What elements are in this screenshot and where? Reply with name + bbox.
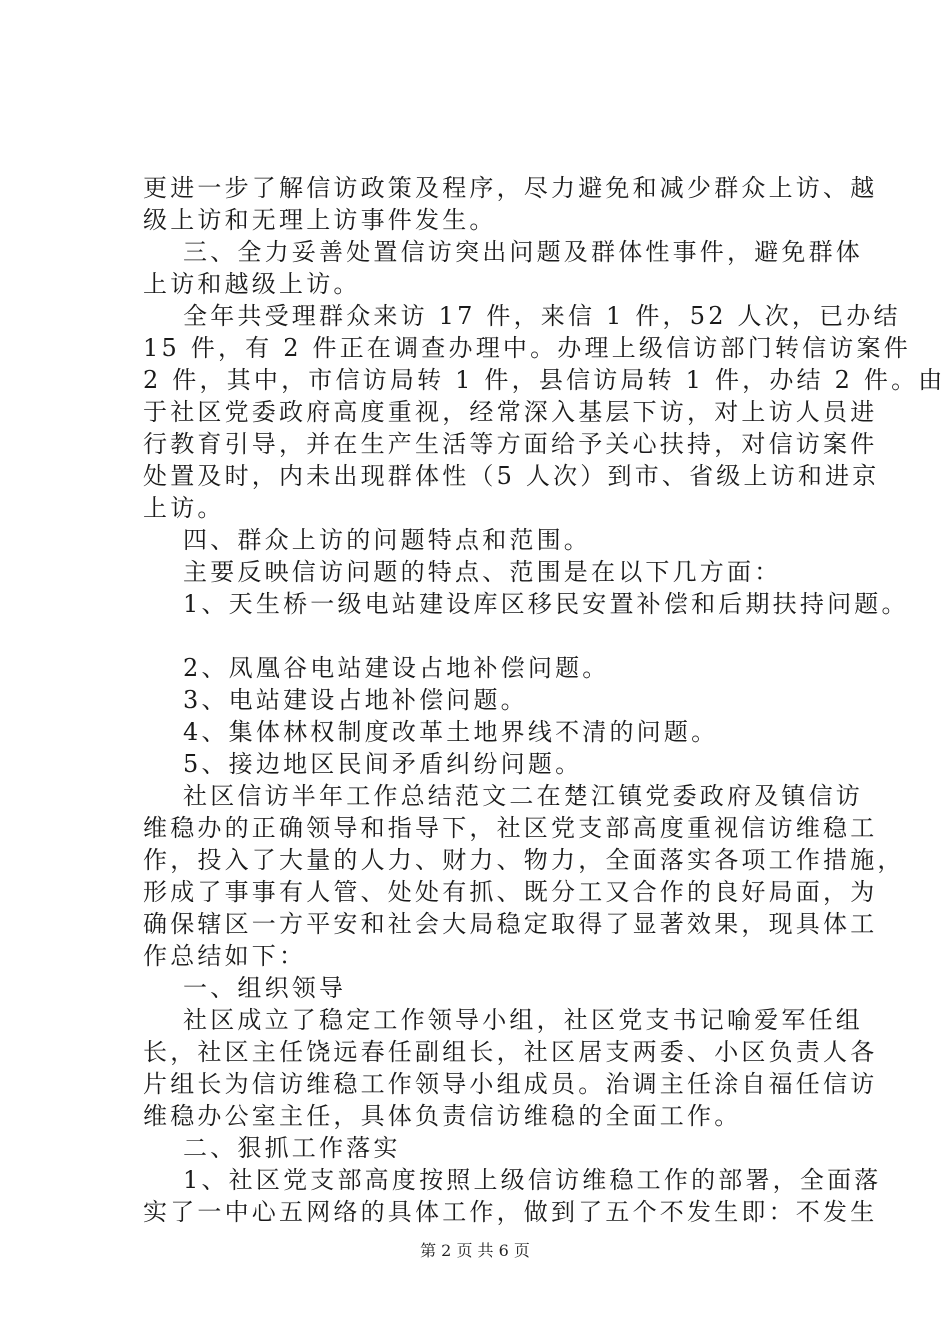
body-text <box>143 172 946 1228</box>
text-line: 长，社区主任饶远春任副组长，社区居支两委、小区负责人各 <box>143 1038 878 1066</box>
list-item: 3、电站建设占地补偿问题。 <box>183 686 528 714</box>
section-heading: 四、群众上访的问题特点和范围。 <box>183 526 591 554</box>
text-line: 片组长为信访维稳工作领导小组成员。治调主任涂自福任信访 <box>143 1070 878 1098</box>
text-line: 确保辖区一方平安和社会大局稳定取得了显著效果，现具体工 <box>143 910 878 938</box>
text-line: 处置及时，内未出现群体性（5 人次）到市、省级上访和进京 <box>143 462 880 490</box>
text-line: 社区成立了稳定工作领导小组，社区党支书记喻爱军任组 <box>183 1006 863 1034</box>
text-line: 形成了事事有人管、处处有抓、既分工又合作的良好局面，为 <box>143 878 878 906</box>
list-item: 2、凤凰谷电站建设占地补偿问题。 <box>183 654 610 682</box>
blank-line <box>143 620 838 652</box>
text-line: 上访和越级上访。 <box>143 270 361 298</box>
text-line: 级上访和无理上访事件发生。 <box>143 206 497 234</box>
text-line: 15 件，有 2 件正在调查办理中。办理上级信访部门转信访案件 <box>143 334 911 362</box>
text-line: 主要反映信访问题的特点、范围是在以下几方面： <box>183 558 782 586</box>
text-line: 2 件，其中，市信访局转 1 件，县信访局转 1 件，办结 2 件。由 <box>143 366 946 394</box>
section-heading: 一、组织领导 <box>183 974 347 1002</box>
text-line: 全年共受理群众来访 17 件，来信 1 件，52 人次，已办结 <box>183 302 901 330</box>
text-line: 社区信访半年工作总结范文二在楚江镇党委政府及镇信访 <box>183 782 863 810</box>
list-item: 5、接边地区民间矛盾纠纷问题。 <box>183 750 583 778</box>
text-line: 维稳办公室主任，具体负责信访维稳的全面工作。 <box>143 1102 742 1130</box>
text-line: 作，投入了大量的人力、财力、物力，全面落实各项工作措施， <box>143 846 905 874</box>
text-line: 于社区党委政府高度重视，经常深入基层下访，对上访人员进 <box>143 398 878 426</box>
text-line: 行教育引导，并在生产生活等方面给予关心扶持，对信访案件 <box>143 430 878 458</box>
section-heading: 三、全力妥善处置信访突出问题及群体性事件，避免群体 <box>183 238 863 266</box>
list-item: 1、天生桥一级电站建设库区移民安置补偿和后期扶持问题。 <box>183 590 909 618</box>
list-item: 4、集体林权制度改革土地界线不清的问题。 <box>183 718 719 746</box>
text-line: 更进一步了解信访政策及程序，尽力避免和减少群众上访、越 <box>143 174 878 202</box>
text-line: 1、社区党支部高度按照上级信访维稳工作的部署，全面落 <box>183 1166 882 1194</box>
page-number-footer: 第 2 页 共 6 页 <box>420 1241 530 1260</box>
text-line: 维稳办的正确领导和指导下，社区党支部高度重视信访维稳工 <box>143 814 878 842</box>
text-line: 实了一中心五网络的具体工作，做到了五个不发生即：不发生 <box>143 1198 878 1226</box>
text-line: 上访。 <box>143 494 225 522</box>
section-heading: 二、狠抓工作落实 <box>183 1134 401 1162</box>
text-line: 作总结如下： <box>143 942 307 970</box>
